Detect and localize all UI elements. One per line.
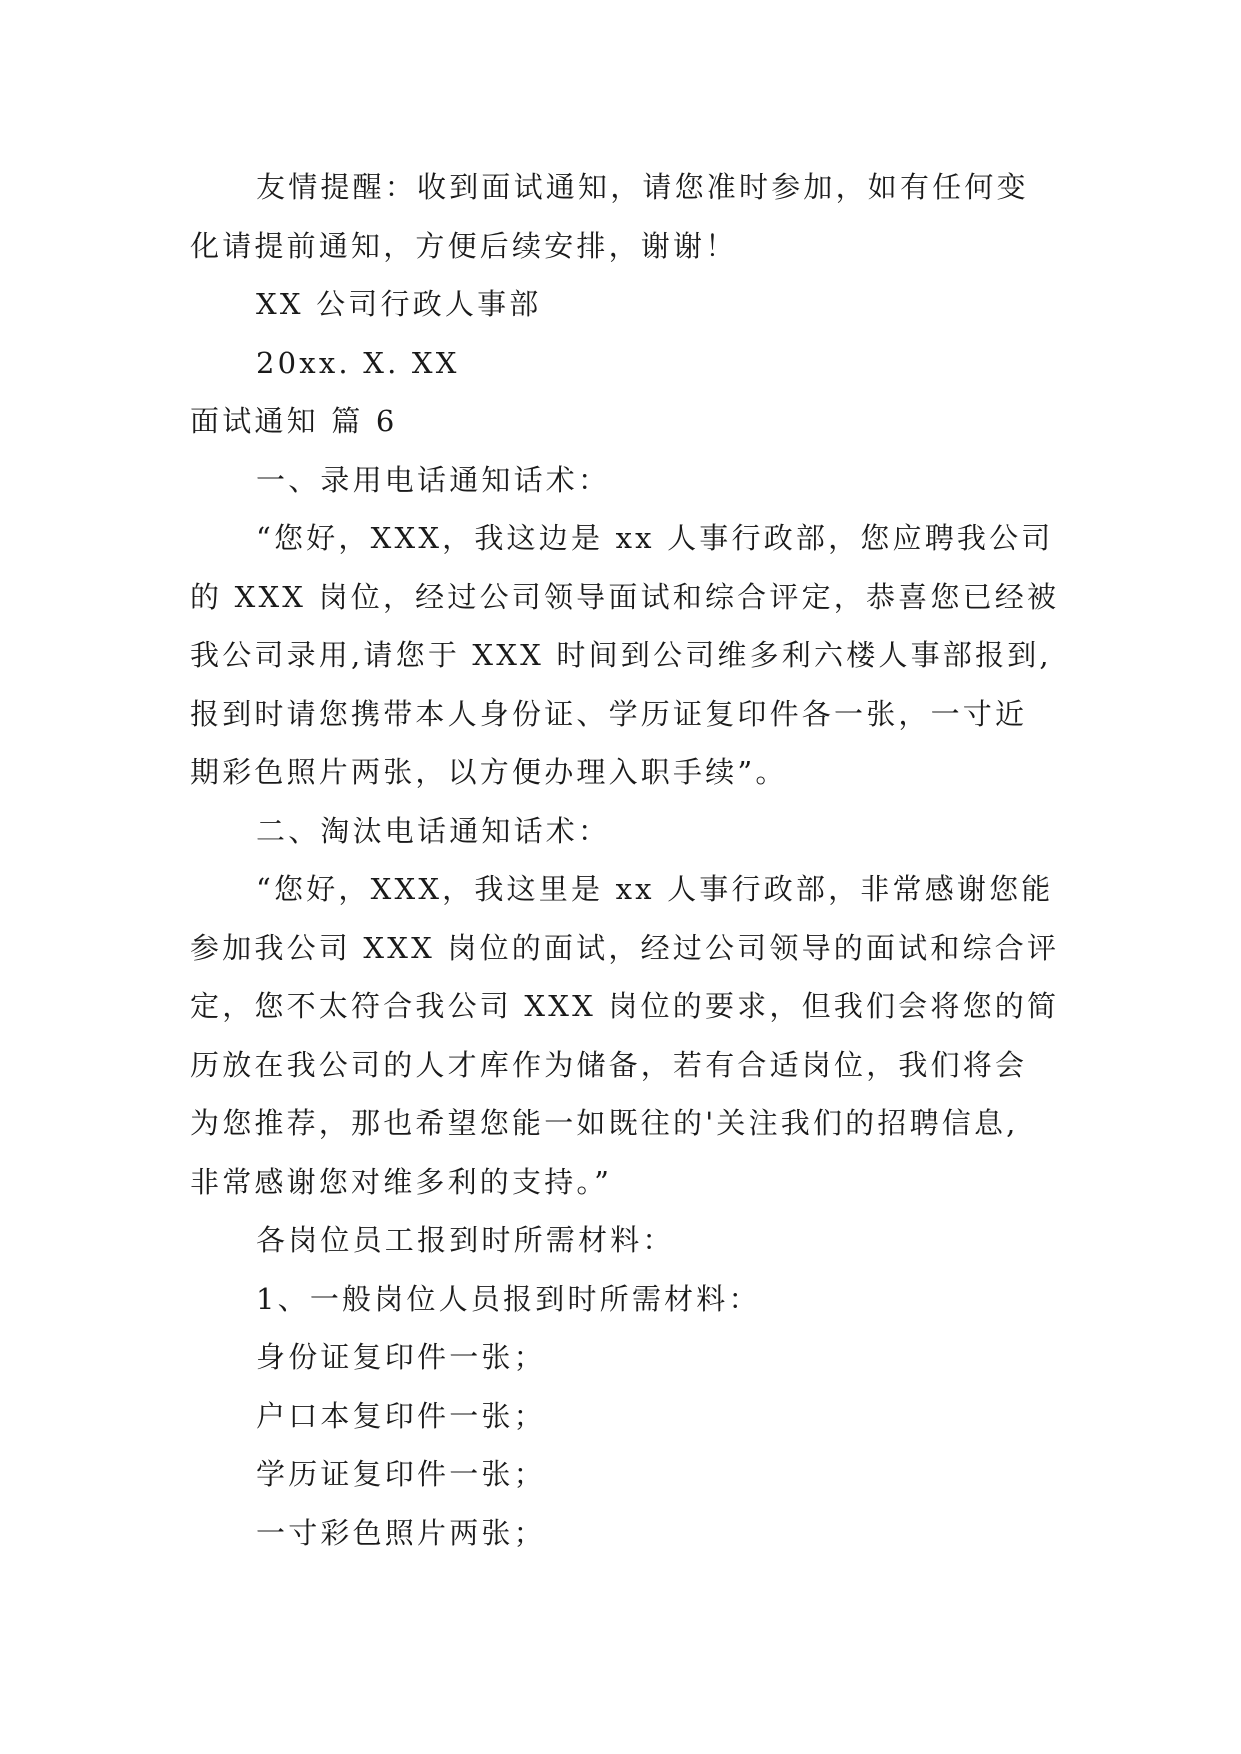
reject-script-line-4: 历放在我公司的人才库作为储备，若有合适岗位，我们将会 — [190, 1047, 1028, 1082]
heading-hire-script: 一、录用电话通知话术： — [256, 462, 611, 497]
reminder-line-2: 化请提前通知，方便后续安排，谢谢！ — [190, 228, 738, 263]
hire-script-line-3: 我公司录用,请您于 XXX 时间到公司维多利六楼人事部报到, — [190, 638, 1052, 672]
signature-date: 20xx. X. XX — [256, 345, 460, 380]
section-title: 面试通知 篇 6 — [190, 404, 398, 438]
materials-subheading: 1、一般岗位人员报到时所需材料： — [256, 1281, 761, 1316]
signature-company: XX 公司行政人事部 — [256, 287, 542, 321]
materials-item-id-card: 身份证复印件一张； — [256, 1340, 546, 1374]
hire-script-line-4: 报到时请您携带本人身份证、学历证复印件各一张，一寸近 — [190, 696, 1028, 731]
reject-script-line-3: 定，您不太符合我公司 XXX 岗位的要求，但我们会将您的简 — [190, 989, 1060, 1023]
materials-item-photos: 一寸彩色照片两张； — [256, 1515, 546, 1550]
hire-script-line-2: 的 XXX 岗位，经过公司领导面试和综合评定，恭喜您已经被 — [190, 579, 1060, 614]
hire-script-line-1: “您好，XXX，我这边是 xx 人事行政部，您应聘我公司 — [256, 521, 1054, 555]
heading-materials: 各岗位员工报到时所需材料： — [256, 1223, 675, 1257]
materials-item-diploma: 学历证复印件一张； — [256, 1457, 546, 1491]
materials-item-household: 户口本复印件一张； — [256, 1398, 546, 1433]
document-body — [190, 158, 1070, 1562]
reject-script-line-2: 参加我公司 XXX 岗位的面试，经过公司领导的面试和综合评 — [190, 930, 1060, 965]
reminder-line-1: 友情提醒：收到面试通知，请您准时参加，如有任何变 — [256, 170, 1029, 204]
hire-script-line-5: 期彩色照片两张，以方便办理入职手续”。 — [190, 755, 788, 789]
reject-script-line-5: 为您推荐，那也希望您能一如既往的'关注我们的招聘信息, — [190, 1106, 1019, 1140]
reject-script-line-1: “您好，XXX，我这里是 xx 人事行政部，非常感谢您能 — [256, 872, 1054, 906]
heading-reject-script: 二、淘汰电话通知话术： — [256, 813, 611, 848]
reject-script-line-6: 非常感谢您对维多利的支持。” — [190, 1164, 613, 1199]
